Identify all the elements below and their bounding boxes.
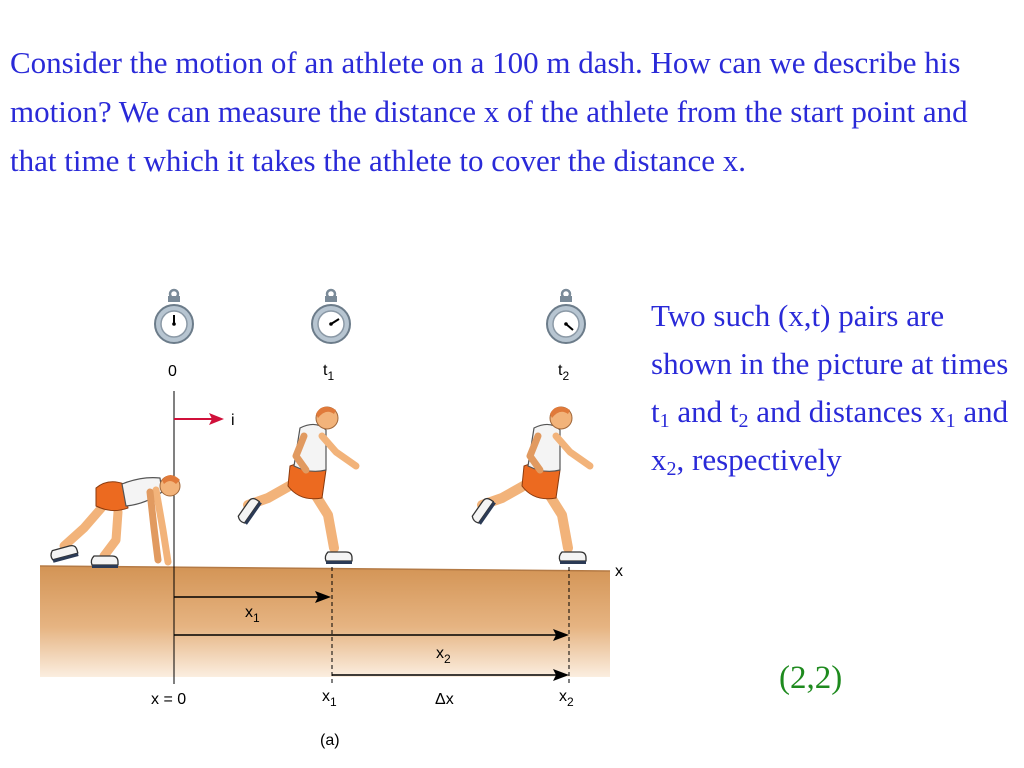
- x1-position-label-sub: 1: [330, 695, 337, 709]
- athlete-start: [50, 475, 180, 568]
- athlete-t2: [471, 407, 590, 564]
- side-note-mid: and distances x: [748, 394, 946, 429]
- stopwatch-t1-icon: [312, 290, 350, 343]
- ground: [40, 566, 610, 677]
- timer-label-t1-sub: 1: [327, 369, 335, 383]
- side-note-and1: and t: [669, 394, 739, 429]
- x2-arrow-label-base: x: [436, 645, 444, 662]
- x2-position-label: [559, 688, 574, 709]
- timer-label-t1-base: t: [323, 362, 328, 379]
- timer-label-t1: [323, 362, 334, 383]
- direction-label: i: [231, 412, 235, 429]
- x2-arrow-label-sub: 2: [444, 652, 451, 666]
- timer-label-t2-sub: 2: [562, 369, 570, 383]
- x2-position-label-base: x: [559, 688, 567, 705]
- timer-label-t2-base: t: [558, 362, 563, 379]
- timer-label-t2: [558, 362, 569, 383]
- delta-x-label: Δx: [435, 691, 454, 708]
- figure-caption: (a): [320, 732, 340, 749]
- x1-arrow-label-base: x: [245, 604, 253, 621]
- side-note-and2: and x: [651, 394, 1009, 477]
- axis-label: x: [615, 563, 623, 580]
- athlete-t1: [237, 407, 356, 564]
- origin-label: x = 0: [151, 691, 187, 708]
- side-note-sub-x1: 1: [945, 410, 956, 432]
- side-note-sub-t1: 1: [659, 410, 670, 432]
- slide-number: (2,2): [779, 660, 843, 696]
- x1-arrow-label-sub: 1: [253, 611, 260, 625]
- stopwatch-start-icon: [155, 290, 193, 343]
- x2-position-label-sub: 2: [567, 695, 574, 709]
- side-note-line1: Two such (x,t) pairs are shown in the picture at times t: [651, 298, 1009, 429]
- x1-position-label: [322, 688, 337, 709]
- side-note-sub-t2: 2: [738, 410, 749, 432]
- x1-position-label-base: x: [322, 688, 330, 705]
- side-note-sub-x2: 2: [666, 458, 677, 480]
- stopwatch-t2-icon: [547, 290, 585, 343]
- timer-label-start: 0: [168, 363, 177, 380]
- intro-paragraph: Consider the motion of an athlete on a 100 m dash. How can we describe his motion? We can measure the distance x of the athlete from the start point and that time t which it takes the athlete to cover the distance x.: [10, 45, 968, 178]
- side-note-tail: , respectively: [676, 442, 842, 477]
